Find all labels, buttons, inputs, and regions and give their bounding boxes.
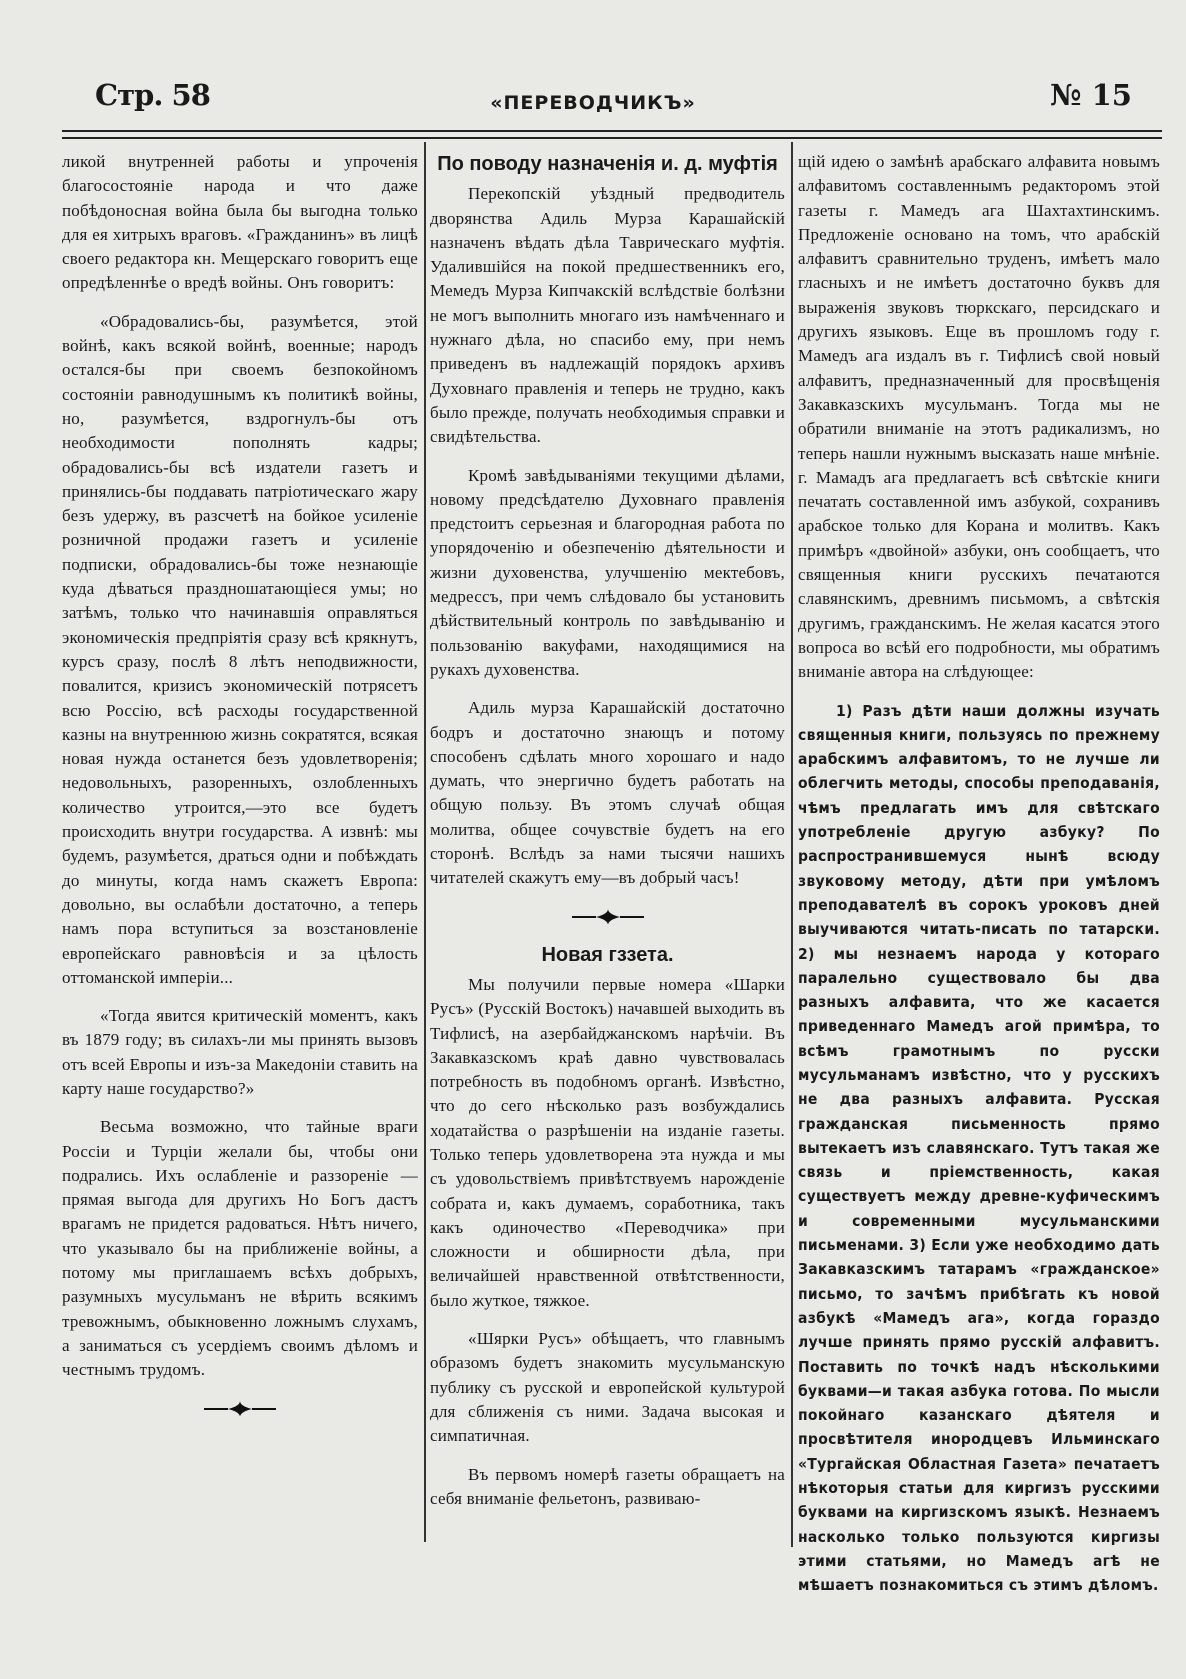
header-rule-top (62, 130, 1162, 132)
paragraph: Адиль мурза Карашайскій достаточно бодръ и достаточно знающъ и потому способенъ сдѣлать много хорошаго и надо думать, что энергично будетъ работать на общую пользу. Въ этомъ случаѣ общая молитва, общее сочувствіе будетъ на его сторонѣ. Вслѣдъ за нами тысячи нашихъ читателей скажутъ ему—въ добрый часъ! (430, 698, 785, 888)
column-divider (424, 142, 426, 1542)
paragraph: щій идею о замѣнѣ арабскаго алфавита новымъ алфавитомъ составленнымъ редакторомъ этой газеты г. Мамедъ ага Шахтахтинскимъ. Предложеніе основано на томъ, что арабскій алфавитъ сравнительно труденъ, имѣетъ мало гласныхъ и не имѣетъ достаточно буквъ для выраженія звуковъ тюркскаго, персидскаго и другихъ языковъ. Еще въ прошломъ году г. Мамедъ ага издалъ въ г. Тифлисѣ свой новый алфавитъ, предназначенный для просвѣщенія Закавказскихъ мусульманъ. Тогда мы не обратили вниманіе на этотъ радикализмъ, но теперь нашли нужнымъ высказать наше мнѣніе. г. Мамадъ ага предлагаетъ всѣ свѣтскіе книги печатать составленной имъ азбукой, сохранивъ арабское только для Корана и молитвъ. Какъ примѣръ «двойной» азбуки, онъ сообщаетъ, что священныя книги русскихъ печатаются славянскимъ, древнимъ письмомъ, а свѣтскія другимъ, гражданскимъ. Не желая касатся этого вопроса во всѣй его подробности, мы обратимъ вниманіе автора на слѣдующее: (798, 152, 1160, 682)
paragraph: Кромѣ завѣдываніями текущими дѣлами, новому предсѣдателю Духовнаго правленія предстоитъ серьезная и благородная работа по упорядоченію и обезпеченію дѣятельности и жизни духовенства, улучшенію мектебовъ, медрессъ, при чемъ слѣдовало бы установить дѣйствительный контроль по завѣдыванію и пользованію вакуфами, находящимися на рукахъ духовенства. (430, 465, 785, 679)
paragraph: Перекопскій уѣздный предводитель дворянства Адиль Мурза Карашайскій назначенъ вѣдать дѣла Таврическаго муфтія. Удалившійся на покой предшественникъ его, Мемедъ Мурза Кипчакскій вслѣдствіе болѣзни не могъ выполнить многаго изъ намѣченнаго и нужнаго дѣла, но спасибо ему, при немъ приведенъ въ надлежащій порядокъ архивъ Духовнаго правленія и теперь не трудно, какъ было прежде, получать необходимыя справки и свидѣтельства. (430, 184, 785, 447)
column-3 (798, 150, 1160, 1612)
column-2 (430, 150, 785, 1525)
paragraph: «Шярки Русъ» обѣщаетъ, что главнымъ образомъ будетъ знакомить мусульманскую публику съ русской и европейской культурой для сближенія съ ними. Задача высокая и симпатичная. (430, 1329, 785, 1446)
article-title: Новая гззета. (541, 943, 674, 966)
newspaper-title: «ПЕРЕВОДЧИКЪ» (490, 92, 696, 114)
ornament-divider-icon (568, 909, 648, 925)
page-number: Стр. 58 (95, 78, 210, 112)
header-rule-bottom (62, 137, 1162, 139)
paragraph: ликой внутренней работы и упроченія благосостояніе народа и что даже побѣдоносная война была бы выгодна только для ея хитрыхъ враговъ. «Гражданинъ» въ лицѣ своего редактора кн. Мещерскаго говоритъ еще опредѣленнѣе о вредѣ войны. Онъ говоритъ: (62, 152, 418, 293)
paragraph: Мы получили первые номера «Шарки Русъ» (Русскій Востокъ) начавшей выходить въ Тифлисѣ, на азербайджанскомъ нарѣчіи. Въ Закавказскомъ краѣ давно чувствовалась потребность въ подобномъ органѣ. Извѣстно, что до сего нѣсколько разъ возбуждались ходатайства о разрѣшеніи на изданіе газеты. Только теперь удовлетворена эта нужда и мы съ удовольствіемъ привѣтствуемъ нарожденіе собрата и, какъ думаемъ, соработника, такъ какъ одиночество «Переводчика» при сложности и обширности дѣла, при величайшей нравственной отвѣтственности, было жуткое, тяжкое. (430, 974, 785, 1310)
article-title: По поводу назначенія и. д. муфтія (437, 153, 778, 175)
paragraph: Весьма возможно, что тайные враги Россіи и Турціи желали бы, чтобы они подрались. Ихъ ослабленіе и раззореніе —прямая выгода для другихъ Но Богъ дастъ врагамъ не придется радоваться. Нѣтъ ничего, что указывало бы на приближеніе войны, а потому мы приглашаемъ всѣхъ добрыхъ, разумныхъ мусульманъ не вѣрить всякимъ тревожнымъ, обыкновенно ложнымъ слухамъ, а заниматься съ усердіемъ своимъ дѣломъ и честнымъ трудомъ. (62, 1117, 418, 1380)
paragraph: «Обрадовались-бы, разумѣется, этой войнѣ, какъ всякой войнѣ, военные; народъ остался-бы при своемъ безпокойномъ состояніи равнодушнымъ къ политикѣ войны, но, разумѣется, вздрогнулъ-бы отъ необходимости пополнять кадры; обрадовались-бы всѣ издатели газетъ и принялись-бы поддавать патріотическаго жару безъ удержу, въ разсчетѣ на бойкое усиленіе розничной продажи газетъ и усиленіе подписки, обрадовались-бы тоже незнающіе куда дѣваться праздношатающіеся умы; но затѣмъ, только что начинавшія оправляться экономическія предпріятія сразу всѣ крякнутъ, курсъ сразу, послѣ 8 лѣтъ неподвижности, повалится, кризисъ экономическій потрясетъ всю Россію, всѣ расходы государственной казны на внутреннюю жизнь сократятся, всякая новая нужда останется безъ удовлетворенія; недовольныхъ, разоренныхъ, озлобленныхъ количество утроится,—это все будетъ происходить внутри государства. А извнѣ: мы будемъ, разумѣется, драться одни и побѣждать до минуты, когда намъ скажетъ Европа: довольно, вы ослабѣли достаточно, а теперь намъ пора вступиться за возстановленіе европейскаго равновѣсія и за цѣлость оттоманской имперіи... (62, 311, 418, 987)
ornament-divider-icon (200, 1401, 280, 1417)
issue-number: № 15 (1050, 78, 1132, 112)
column-divider (791, 142, 793, 1547)
paragraph: 1) Разъ дѣти наши должны изучать священныя книги, пользуясь по прежнему арабскимъ алфавитомъ, то не лучше ли облегчить методы, способы преподаванія, чѣмъ предлагать имъ для свѣтскаго употребленіе другую азбуку? По распространившемуся нынѣ всюду звуковому методу, дѣти при умѣломъ преподавателѣ въ сорокъ уроковъ дней выучиваются читать-писать по татарски. 2) мы незнаемъ народа у котораго паралельно существовало бы два разныхъ алфавита, что же касается приведеннаго Мамедъ агой примѣра, то всѣмъ грамотнымъ по русски мусульманамъ извѣстно, что у русскихъ не два разныхъ алфавита. Русская гражданская письменность прямо вытекаетъ изъ славянскаго. Тутъ такая же связь и пріемственность, какая существуетъ между древне-куфическимъ и современными мусульманскими письменами. 3) Если уже необходимо дать Закавказскимъ татарамъ «гражданское» письмо, то зачѣмъ прибѣгать къ новой азбукѣ «Мамедъ ага», когда гораздо лучше принять прямо русскій алфавитъ. Поставить по точкѣ надъ нѣсколькими буквами—и такая азбука готова. По мысли покойнаго казанскаго дѣятеля и просвѣтителя инородцевъ Ильминскаго «Тургайская Областная Газета» печатаетъ нѣкоторыя статьи для киргизъ русскими буквами на киргизскомъ языкѣ. Незнаемъ насколько только пользуются киргизы этими статьями, но Мамедъ агѣ не мѣшаетъ познакомиться съ этимъ дѣломъ. (798, 701, 1160, 1595)
paragraph: «Тогда явится критическій моментъ, какъ въ 1879 году; въ силахъ-ли мы принять вызовъ отъ всей Европы и изъ-за Македоніи ставить на карту наше государство?» (62, 1006, 418, 1098)
paragraph: Въ первомъ номерѣ газеты обращаетъ на себя вниманіе фельетонъ, развиваю- (430, 1464, 785, 1508)
column-1 (62, 150, 418, 1435)
